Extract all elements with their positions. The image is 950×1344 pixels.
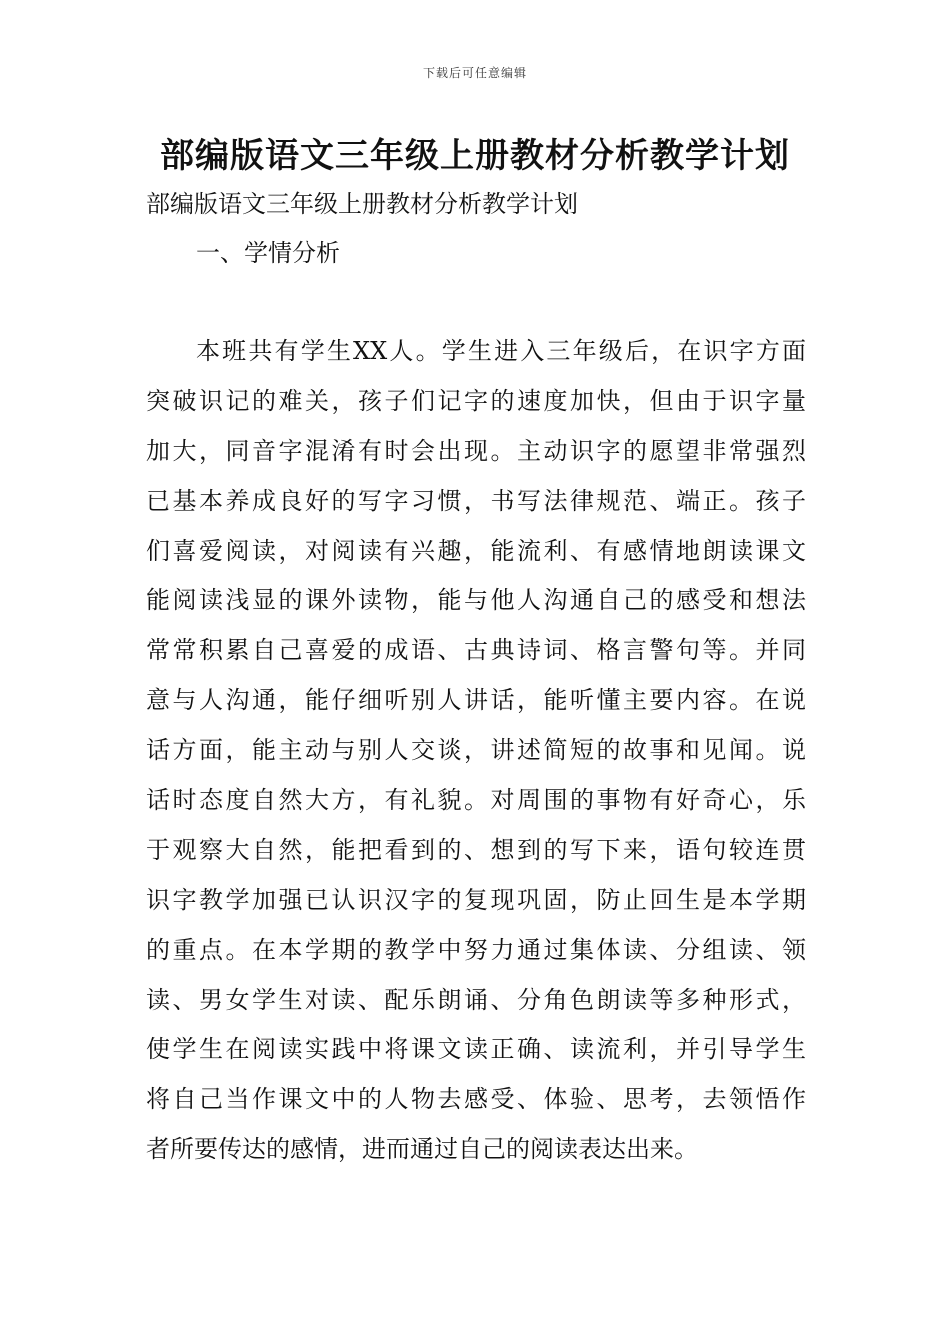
body-line: 已基本养成良好的写字习惯，书写法律规范、端正。孩子 [146,486,806,515]
body-line: 常常积累自己喜爱的成语、古典诗词、格言警句等。并同 [146,636,806,665]
body-line: 将自己当作课文中的人物去感受、体验、思考，去领悟作 [146,1085,806,1114]
body-line: 本班共有学生XX人。学生进入三年级后，在识字方面 [196,337,806,365]
body-line: 于观察大自然，能把看到的、想到的写下来，语句较连贯 [146,835,806,864]
body-line: 话方面，能主动与别人交谈，讲述简短的故事和见闻。说 [146,736,806,765]
document-title: 部编版语文三年级上册教材分析教学计划 [160,136,790,176]
section-heading: 一、学情分析 [196,239,340,267]
body-line: 话时态度自然大方，有礼貌。对周围的事物有好奇心，乐 [146,786,806,815]
body-line: 能阅读浅显的课外读物，能与他人沟通自己的感受和想法 [146,586,806,615]
body-line: 意与人沟通，能仔细听别人讲话，能听懂主要内容。在说 [146,686,806,715]
page-header-note: 下载后可任意编辑 [422,66,527,80]
body-line: 的重点。在本学期的教学中努力通过集体读、分组读、领 [146,935,806,964]
body-line: 突破识记的难关，孩子们记字的速度加快，但由于识字量 [146,386,806,415]
body-paragraph [146,327,806,1175]
body-line: 读、男女学生对读、配乐朗诵、分角色朗读等多种形式， [146,985,806,1014]
document-subtitle: 部编版语文三年级上册教材分析教学计划 [146,190,578,218]
body-line: 者所要传达的感情，进而通过自己的阅读表达出来。 [146,1135,698,1164]
body-line: 加大，同音字混淆有时会出现。主动识字的愿望非常强烈 [146,436,806,465]
body-line: 们喜爱阅读，对阅读有兴趣，能流利、有感情地朗读课文 [146,536,806,565]
body-line: 使学生在阅读实践中将课文读正确、读流利，并引导学生 [146,1035,806,1064]
body-line: 识字教学加强已认识汉字的复现巩固，防止回生是本学期 [146,885,806,914]
